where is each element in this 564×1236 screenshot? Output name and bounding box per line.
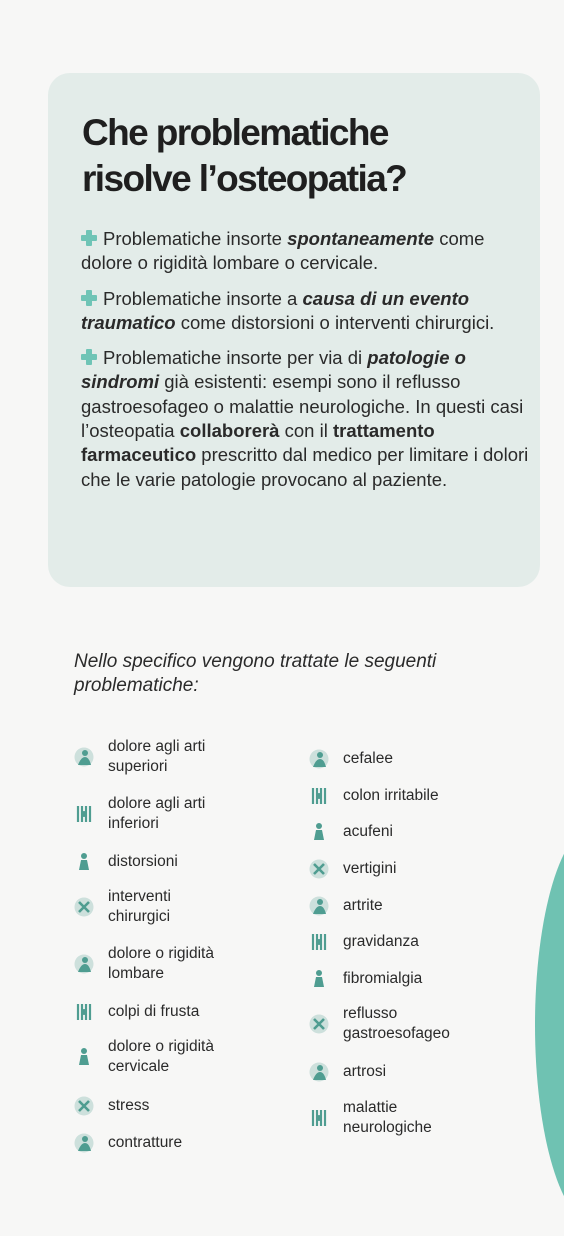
right-item: [308, 858, 528, 880]
sprain-icon: [73, 851, 95, 873]
surgery-icon: [73, 896, 95, 918]
left-item: [73, 794, 293, 834]
contracture-icon: [73, 1132, 95, 1154]
condition-label: colon irritabile: [343, 787, 439, 804]
arthrosis-icon: [308, 1061, 330, 1083]
item-text: già esistenti: esempi sono il reflusso gastroesofageo o malattie neurologiche. In questi casi l’osteopatia: [81, 371, 524, 442]
plus-icon: [81, 230, 97, 246]
neuro-icon: [308, 1107, 330, 1129]
condition-label: cefalee: [343, 750, 393, 767]
item-emphasis: patologie o sindromi: [81, 347, 466, 393]
right-item: [308, 1098, 528, 1138]
item-emphasis: spontaneamente: [287, 228, 435, 249]
headache-icon: [308, 748, 330, 770]
intro-text: Nello specifico vengono trattate le seguenti problematiche:: [74, 651, 437, 696]
item-text: Problematiche insorte per via di: [103, 347, 368, 369]
left-item: [73, 887, 293, 927]
title-line-2: risolve l’osteopatia?: [82, 158, 407, 199]
stress-icon: [73, 1095, 95, 1117]
legs-icon: [73, 803, 95, 825]
left-item: [73, 1037, 293, 1077]
lower-back-icon: [73, 953, 95, 975]
condition-label: artrosi: [343, 1063, 387, 1080]
page-title: [82, 110, 522, 202]
item-bold: collaborerà: [179, 420, 280, 442]
right-item: [308, 968, 528, 990]
condition-label: malattie neurologiche: [343, 1099, 432, 1136]
left-item: [73, 1132, 293, 1154]
condition-label: gravidanza: [343, 933, 419, 950]
right-item: [308, 1004, 528, 1044]
condition-label: reflusso gastroesofageo: [343, 1005, 450, 1042]
condition-label: acufeni: [343, 823, 393, 840]
left-item: [73, 1095, 293, 1117]
right-item: [308, 1061, 528, 1083]
condition-label: dolore o rigidità cervicale: [108, 1038, 214, 1075]
fibromyalgia-icon: [308, 968, 330, 990]
left-item: [73, 1001, 293, 1023]
condition-label: distorsioni: [108, 853, 178, 870]
left-item: [73, 944, 293, 984]
reflux-icon: [308, 1013, 330, 1035]
condition-label: artrite: [343, 897, 383, 914]
left-item: [73, 851, 293, 873]
condition-label: dolore agli arti inferiori: [108, 795, 206, 832]
item-text: con il: [279, 420, 333, 442]
item-emphasis: causa di un evento traumatico: [81, 287, 470, 333]
condition-label: stress: [108, 1097, 150, 1114]
ear-icon: [308, 821, 330, 843]
problem-list: [81, 227, 531, 503]
right-item: [308, 748, 528, 770]
right-item: [308, 895, 528, 917]
title-line-1: Che problematiche: [82, 112, 388, 153]
condition-label: dolore agli arti superiori: [108, 738, 206, 775]
right-item: [308, 821, 528, 843]
item-text: come distorsioni o interventi chirurgici.: [175, 311, 495, 333]
pregnancy-icon: [308, 931, 330, 953]
decorative-arc: [535, 825, 564, 1225]
item-bold: trattamento farmaceutico: [81, 420, 435, 466]
plus-icon: [81, 349, 97, 365]
condition-label: vertigini: [343, 860, 397, 877]
right-item: [308, 931, 528, 953]
arthritis-icon: [308, 895, 330, 917]
item-text: prescritto dal medico per limitare i dolori che le varie patologie provocano al paziente.: [81, 444, 529, 490]
right-item: [308, 785, 528, 807]
item-text: Problematiche insorte a: [103, 287, 303, 309]
condition-label: interventi chirurgici: [108, 888, 171, 925]
condition-label: contratture: [108, 1134, 183, 1151]
left-item: [73, 737, 293, 777]
item-text: come dolore o rigidità lombare o cervicale.: [81, 228, 485, 274]
arm-icon: [73, 746, 95, 768]
condition-label: fibromialgia: [343, 970, 423, 987]
problem-item-1: [81, 227, 531, 276]
problem-item-3: [81, 346, 531, 492]
condition-label: dolore o rigidità lombare: [108, 945, 214, 982]
plus-icon: [81, 290, 97, 306]
whiplash-icon: [73, 1001, 95, 1023]
vertigo-icon: [308, 858, 330, 880]
item-text: Problematiche insorte: [103, 228, 288, 249]
neck-icon: [73, 1046, 95, 1068]
colon-icon: [308, 785, 330, 807]
problem-item-2: [81, 287, 531, 336]
condition-label: colpi di frusta: [108, 1003, 200, 1020]
